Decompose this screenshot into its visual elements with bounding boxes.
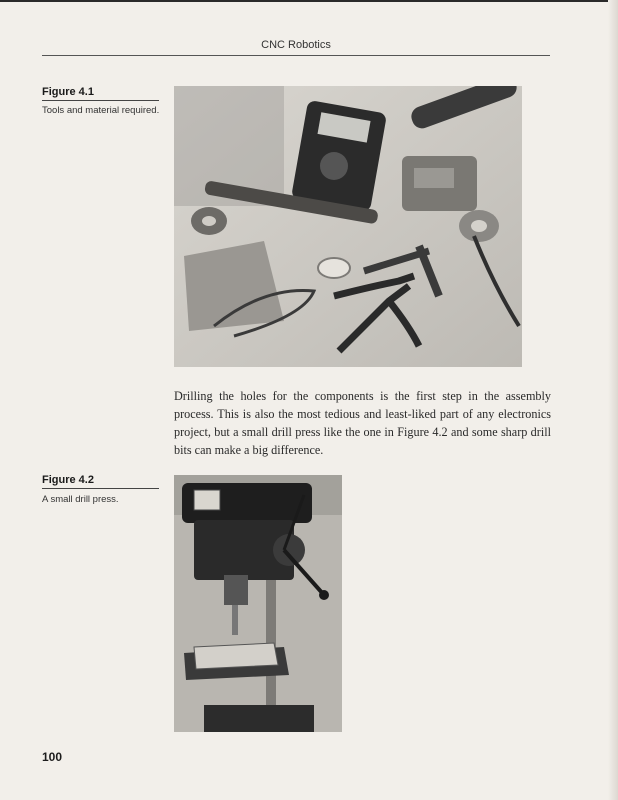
page-top-edge [0,0,618,2]
multimeter-shape [291,100,387,212]
figure-4-2-label: Figure 4.2 [42,474,94,486]
figure-4-1-photo [174,86,522,367]
running-header: CNC Robotics [261,39,331,51]
soldering-station-shape [402,156,477,211]
figure-4-2-photo [174,475,342,732]
header-rule [42,55,550,56]
drill-head-shape [182,483,312,580]
page-edge-shadow [608,0,618,800]
figure-4-2-caption: A small drill press. [42,494,119,505]
figure-4-2-rule [42,488,159,489]
page-number: 100 [42,750,63,764]
figure-4-1-caption: Tools and material required. [42,105,160,116]
figure-4-1-label: Figure 4.1 [42,86,94,98]
figure-4-1-rule [42,100,159,101]
body-paragraph: Drilling the holes for the components is the first step in the assembly process. This is also the most tedious and least-liked part of any electronics project, but a small drill press like the one in Figure 4.2 and some sharp drill bits can make a big difference. [174,389,551,457]
